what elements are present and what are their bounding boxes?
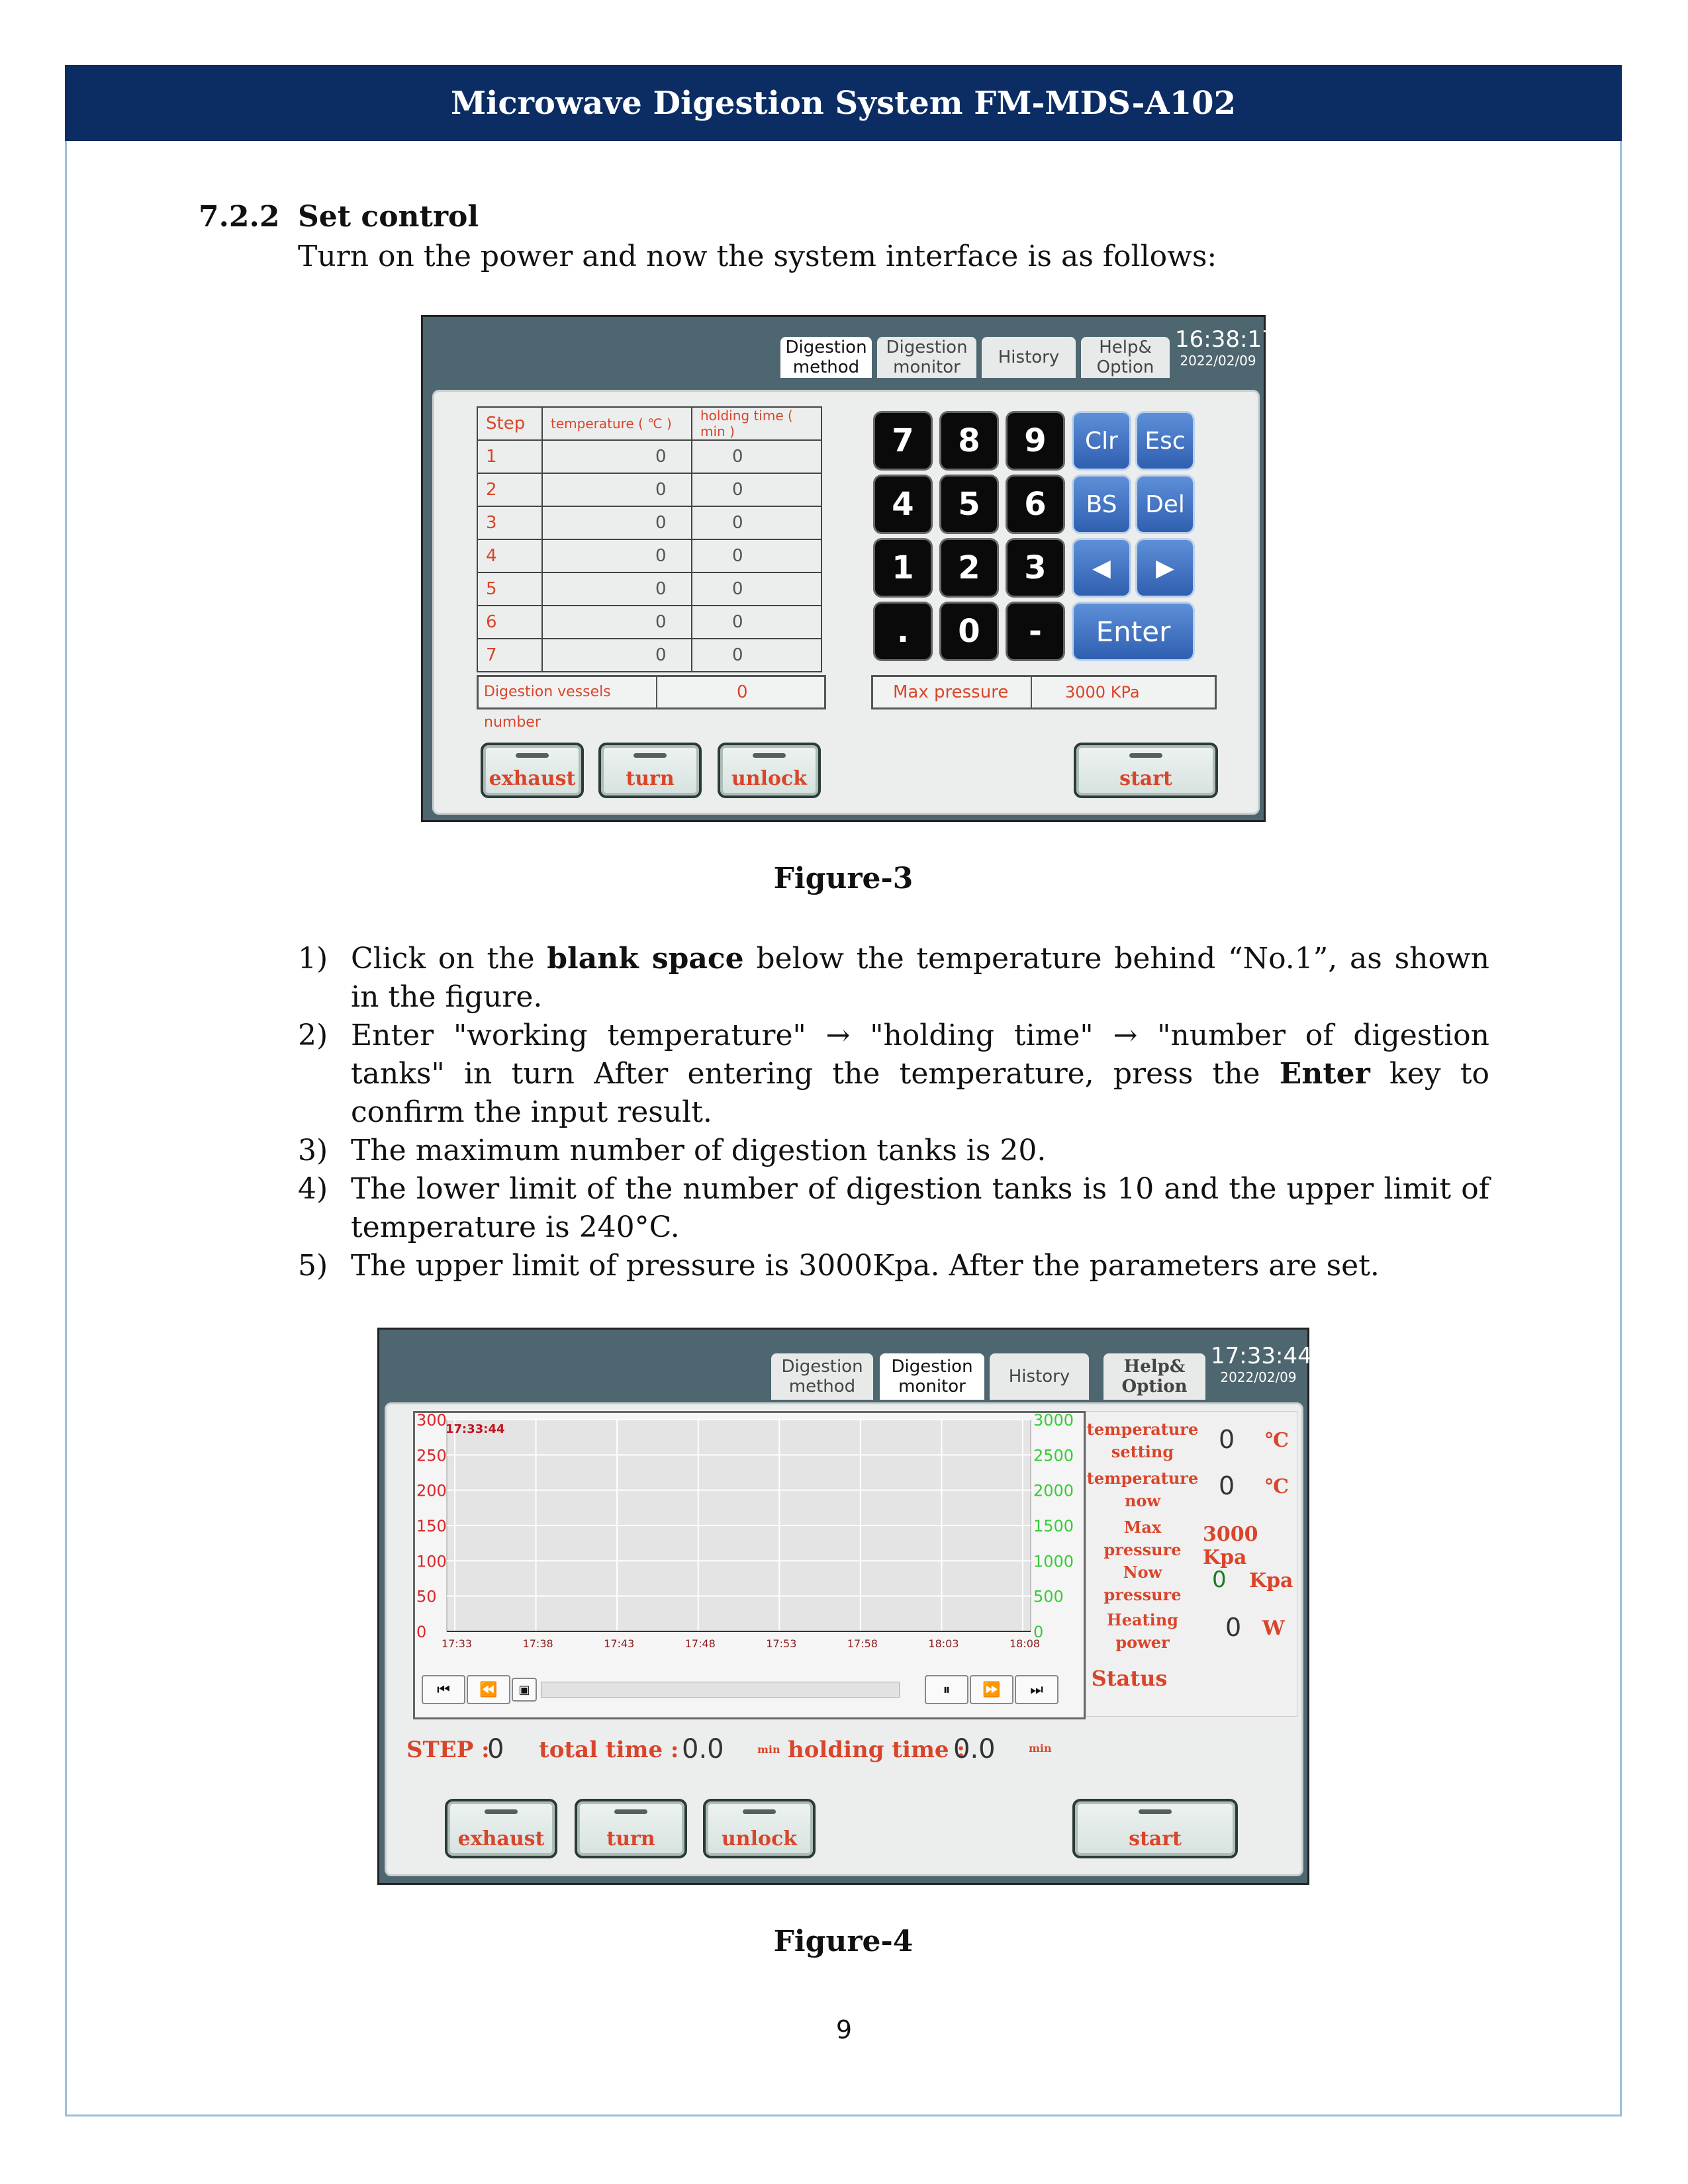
total-time-label: total time : [539, 1737, 679, 1763]
clock-date: 2022/02/09 [1180, 353, 1256, 369]
holding-time-unit: min [1029, 1742, 1052, 1754]
start-button[interactable]: start [1074, 743, 1218, 798]
tab-help-option[interactable]: Help& Option [1081, 337, 1170, 378]
figure-3-caption: Figure-3 [773, 862, 914, 895]
holding-time-value: 0.0 [953, 1734, 996, 1764]
now-pressure-unit: Kpa [1249, 1569, 1293, 1592]
list-item: 2) Enter "working temperature" → "holding time" → "number of digestion tanks" in turn After entering the temperature, press the Enter key to confirm the input result. [298, 1019, 1490, 1129]
start-button[interactable]: start [1072, 1799, 1238, 1858]
heating-power-label: Heating power [1107, 1610, 1178, 1652]
list-item: 3) The maximum number of digestion tanks is 20. [298, 1134, 1047, 1167]
key-delete[interactable]: Del [1137, 477, 1193, 532]
table-row[interactable]: 3 0 0 [477, 506, 821, 539]
heating-power-value: 0 [1225, 1613, 1242, 1642]
y-right-tick: 0 [1033, 1623, 1044, 1641]
figure-4-screenshot [377, 1328, 1312, 1885]
table-row[interactable]: 2 0 0 [477, 473, 821, 506]
clock [1175, 326, 1276, 369]
y-right-tick: 2000 [1033, 1481, 1074, 1500]
key-enter[interactable]: Enter [1074, 604, 1193, 659]
table-row[interactable]: 1 0 0 [477, 440, 821, 473]
instruction-list [298, 940, 1489, 1285]
temperature-now-unit: ℃ [1265, 1475, 1289, 1498]
key-8[interactable]: 8 [941, 413, 997, 469]
turn-button[interactable]: turn [575, 1799, 687, 1858]
vessels-number-field[interactable] [477, 675, 826, 731]
max-pressure-field[interactable] [871, 675, 1217, 709]
col-temperature: temperature ( ℃ ) [542, 407, 692, 440]
now-pressure-value: 0 [1212, 1567, 1227, 1593]
skip-start-icon[interactable]: ⏮ [422, 1675, 465, 1704]
max-pressure-label: Max pressure [1103, 1518, 1182, 1559]
y-left-tick: 50 [416, 1587, 437, 1606]
exhaust-button[interactable]: exhaust [445, 1799, 557, 1858]
document-header: Microwave Digestion System FM-MDS-A102 [65, 65, 1622, 141]
chart-timestamp: 17:33:44 [445, 1422, 505, 1436]
status-label: Status [1091, 1666, 1168, 1691]
tab-digestion-method[interactable]: Digestion method [771, 1353, 873, 1400]
key-clear[interactable]: Clr [1074, 413, 1129, 469]
tab-digestion-monitor[interactable]: Digestion monitor [877, 337, 976, 378]
figure-3-screenshot [421, 315, 1276, 822]
table-row[interactable]: 7 0 0 [477, 639, 821, 672]
clock-date: 2022/02/09 [1220, 1369, 1297, 1385]
chart-area [413, 1411, 1086, 1719]
timeline-scrollbar[interactable] [541, 1682, 900, 1698]
x-tick: 17:43 [604, 1637, 635, 1650]
y-left-tick: 250 [416, 1446, 447, 1465]
section-number: 7.2.2 [199, 200, 280, 234]
y-left-tick: 300 [416, 1413, 447, 1430]
parameter-panel [1086, 1411, 1297, 1717]
y-left-tick: 150 [416, 1517, 447, 1535]
key-2[interactable]: 2 [941, 540, 997, 596]
unlock-button[interactable]: unlock [703, 1799, 816, 1858]
tab-digestion-method[interactable]: Digestion method [780, 337, 872, 378]
monitor-panel [385, 1402, 1303, 1876]
x-tick: 18:03 [928, 1637, 959, 1650]
key-decimal[interactable]: . [875, 604, 931, 659]
x-tick: 17:53 [766, 1637, 797, 1650]
list-item: 5) The upper limit of pressure is 3000Kpa. After the parameters are set. [298, 1249, 1380, 1283]
col-step: Step [477, 407, 542, 440]
temperature-now-label: temperature now [1086, 1469, 1199, 1510]
arrow-left-icon[interactable]: ◀ [1074, 540, 1129, 596]
method-panel [432, 390, 1260, 815]
key-1[interactable]: 1 [875, 540, 931, 596]
intro-text: Turn on the power and now the system interface is as follows: [298, 240, 1217, 273]
unlock-button[interactable]: unlock [718, 743, 821, 798]
turn-button[interactable]: turn [598, 743, 702, 798]
tab-help-option[interactable]: Help& Option [1103, 1353, 1205, 1400]
frame-icon[interactable]: ▣ [512, 1678, 537, 1702]
key-backspace[interactable]: BS [1074, 477, 1129, 532]
section-title: Set control [298, 200, 479, 234]
tab-digestion-monitor[interactable]: Digestion monitor [880, 1353, 984, 1400]
list-item: 1) Click on the blank space below the temperature behind “No.1”, as shown in the figure. [298, 942, 1489, 1014]
key-5[interactable]: 5 [941, 477, 997, 532]
temperature-setting-value: 0 [1219, 1425, 1235, 1454]
clock-time: 17:33:44 [1211, 1343, 1312, 1369]
y-left-tick: 0 [416, 1623, 427, 1641]
step-value: 0 [487, 1734, 504, 1764]
key-3[interactable]: 3 [1008, 540, 1063, 596]
key-escape[interactable]: Esc [1137, 413, 1193, 469]
total-time-value: 0.0 [682, 1734, 724, 1764]
temperature-setting-label: temperature setting [1086, 1420, 1199, 1461]
vessels-value: 0 [737, 682, 748, 702]
table-row[interactable]: 6 0 0 [477, 606, 821, 639]
key-6[interactable]: 6 [1008, 477, 1063, 532]
step-label: STEP : [406, 1737, 490, 1763]
table-row[interactable]: 5 0 0 [477, 572, 821, 606]
y-left-tick: 100 [416, 1552, 447, 1571]
program-table [477, 406, 822, 672]
max-pressure-value: 3000 KPa [1065, 683, 1140, 702]
y-left-tick: 200 [416, 1481, 447, 1500]
heating-power-unit: W [1262, 1617, 1285, 1640]
x-tick: 17:38 [522, 1637, 553, 1650]
y-right-tick: 1500 [1033, 1517, 1074, 1535]
temperature-setting-unit: ℃ [1265, 1429, 1289, 1452]
temperature-now-value: 0 [1219, 1471, 1235, 1500]
key-0[interactable]: 0 [941, 604, 997, 659]
x-tick: 18:08 [1009, 1637, 1041, 1650]
fast-forward-icon[interactable]: ⏩ [970, 1675, 1013, 1704]
now-pressure-label: Now pressure [1103, 1563, 1182, 1604]
y-right-tick: 500 [1033, 1587, 1064, 1606]
y-right-tick: 3000 [1033, 1413, 1074, 1430]
key-9[interactable]: 9 [1008, 413, 1063, 469]
vessels-label: Digestion vessels number [479, 677, 657, 707]
tab-history[interactable]: History [990, 1353, 1089, 1400]
holding-time-label: holding time : [788, 1737, 965, 1763]
x-tick: 17:48 [684, 1637, 716, 1650]
skip-end-icon[interactable]: ⏭ [1015, 1675, 1058, 1704]
arrow-right-icon[interactable]: ▶ [1137, 540, 1193, 596]
key-minus[interactable]: - [1008, 604, 1063, 659]
max-pressure-label: Max pressure [873, 677, 1032, 707]
progress-line [406, 1727, 1068, 1774]
clock-time: 16:38:17 [1175, 326, 1276, 353]
key-7[interactable]: 7 [875, 413, 931, 469]
total-time-unit: min [757, 1743, 780, 1756]
pause-icon[interactable]: ⏸ [925, 1675, 968, 1704]
y-right-tick: 2500 [1033, 1446, 1074, 1465]
monitor-chart [415, 1413, 1080, 1713]
x-tick: 17:58 [847, 1637, 878, 1650]
figure-4-caption: Figure-4 [773, 1925, 914, 1958]
col-holding-time: holding time ( min ) [692, 407, 821, 440]
rewind-icon[interactable]: ⏪ [467, 1675, 510, 1704]
exhaust-button[interactable]: exhaust [481, 743, 584, 798]
x-tick: 17:33 [442, 1637, 473, 1650]
max-pressure-value: 3000 Kpa [1203, 1523, 1258, 1569]
key-4[interactable]: 4 [875, 477, 931, 532]
y-right-tick: 1000 [1033, 1552, 1074, 1571]
table-row[interactable]: 4 0 0 [477, 539, 821, 572]
page-number: 9 [835, 2015, 853, 2044]
tab-history[interactable]: History [982, 337, 1076, 378]
list-item: 4) The lower limit of the number of digestion tanks is 10 and the upper limit of temperature is 240°C. [298, 1172, 1489, 1244]
clock [1211, 1343, 1312, 1385]
